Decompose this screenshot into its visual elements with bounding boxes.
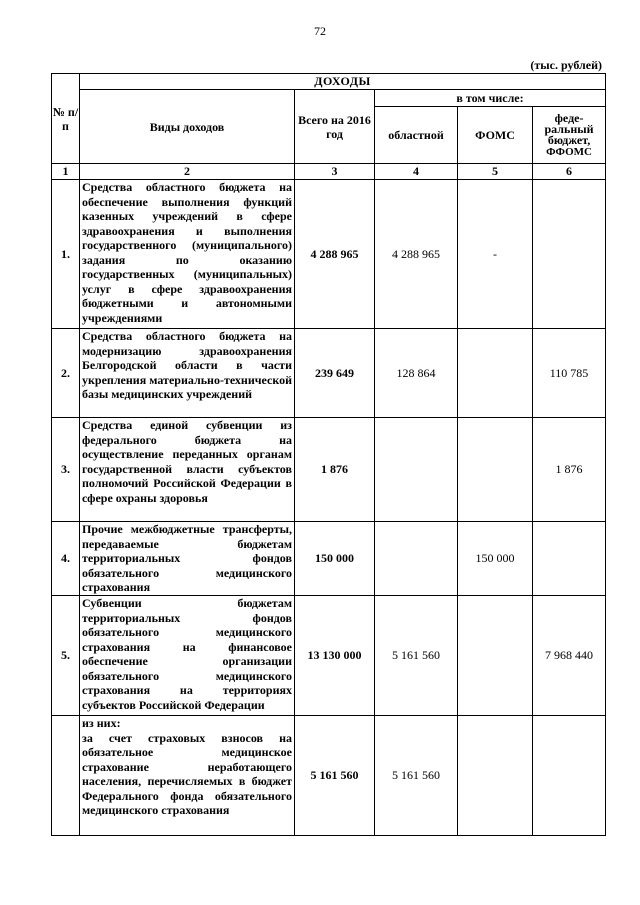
header-no: № п/п [52, 74, 80, 164]
table-row [52, 716, 606, 836]
header-federal-3: бюджет, [547, 132, 591, 147]
row-foms: - [458, 180, 533, 329]
column-number: 2 [80, 164, 295, 180]
column-number: 4 [375, 164, 458, 180]
row-foms [458, 418, 533, 522]
row-number: 3. [52, 418, 80, 522]
header-federal-2: ральный [544, 121, 594, 136]
row-foms: 150 000 [458, 522, 533, 596]
row-description: Средства областного бюджета на обеспечение выполнения функций казенных учреждений в сфере здравоохранения и выполнения государственного (муниципального) задания по оказанию государственных (муниципальных) услуг в сфере здравоохранения бюджетными и автономными учреждениями [80, 180, 295, 329]
row-regional [375, 522, 458, 596]
row-regional: 4 288 965 [375, 180, 458, 329]
column-number: 3 [295, 164, 375, 180]
header-federal [533, 107, 606, 164]
header-foms: ФОМС [458, 107, 533, 164]
table-row [52, 180, 606, 329]
units-label: (тыс. рублей) [530, 58, 602, 72]
row-foms [458, 596, 533, 716]
row-number: 4. [52, 522, 80, 596]
row-intro: из них: [82, 716, 121, 730]
column-number: 1 [52, 164, 80, 180]
row-regional [375, 418, 458, 522]
row-description [80, 716, 295, 836]
row-total: 4 288 965 [295, 180, 375, 329]
row-total: 13 130 000 [295, 596, 375, 716]
header-federal-1: феде- [554, 110, 584, 125]
row-total: 239 649 [295, 329, 375, 418]
row-description: Средства единой субвенции из федерального бюджета на осуществление переданных органам государственной власти субъектов полномочий Российской Федерации в сфере охраны здоровья [80, 418, 295, 522]
row-total: 5 161 560 [295, 716, 375, 836]
table-row [52, 596, 606, 716]
row-number: 5. [52, 596, 80, 716]
header-federal-4: ФФОМС [546, 145, 592, 158]
revenue-table [51, 73, 606, 836]
row-foms [458, 329, 533, 418]
row-federal: 1 876 [533, 418, 606, 522]
row-number: 2. [52, 329, 80, 418]
row-description: Прочие межбюджетные трансферты, передаваемые бюджетам территориальных фондов обязательного медицинского страхования [80, 522, 295, 596]
header-including: в том числе: [375, 90, 606, 107]
column-number: 5 [458, 164, 533, 180]
row-federal [533, 522, 606, 596]
row-regional: 5 161 560 [375, 596, 458, 716]
row-federal [533, 180, 606, 329]
row-foms [458, 716, 533, 836]
header-types: Виды доходов [80, 90, 295, 164]
header-regional: областной [375, 107, 458, 164]
row-description: Средства областного бюджета на модернизацию здравоохранения Белгородской области в части укрепления материально-технической базы медицинских учреждений [80, 329, 295, 418]
row-regional: 5 161 560 [375, 716, 458, 836]
row-description: Субвенции бюджетам территориальных фондов обязательного медицинского страхования на финансовое обеспечение организации обязательного медицинского страхования на территориях субъектов Российской Федерации [80, 596, 295, 716]
table-row [52, 329, 606, 418]
row-number: 1. [52, 180, 80, 329]
row-federal [533, 716, 606, 836]
row-description-text: за счет страховых взносов на обязательное медицинское страхование неработающего населения, перечисляемых в бюджет Федерального фонда обязательного медицинского страхования [82, 730, 292, 817]
header-total: Всего на 2016 год [295, 90, 375, 164]
row-federal: 7 968 440 [533, 596, 606, 716]
page-number: 72 [314, 24, 326, 38]
row-regional: 128 864 [375, 329, 458, 418]
row-federal: 110 785 [533, 329, 606, 418]
row-total: 1 876 [295, 418, 375, 522]
table-row [52, 522, 606, 596]
row-number [52, 716, 80, 836]
row-total: 150 000 [295, 522, 375, 596]
table-row [52, 418, 606, 522]
column-number: 6 [533, 164, 606, 180]
header-revenues: ДОХОДЫ [80, 74, 606, 90]
